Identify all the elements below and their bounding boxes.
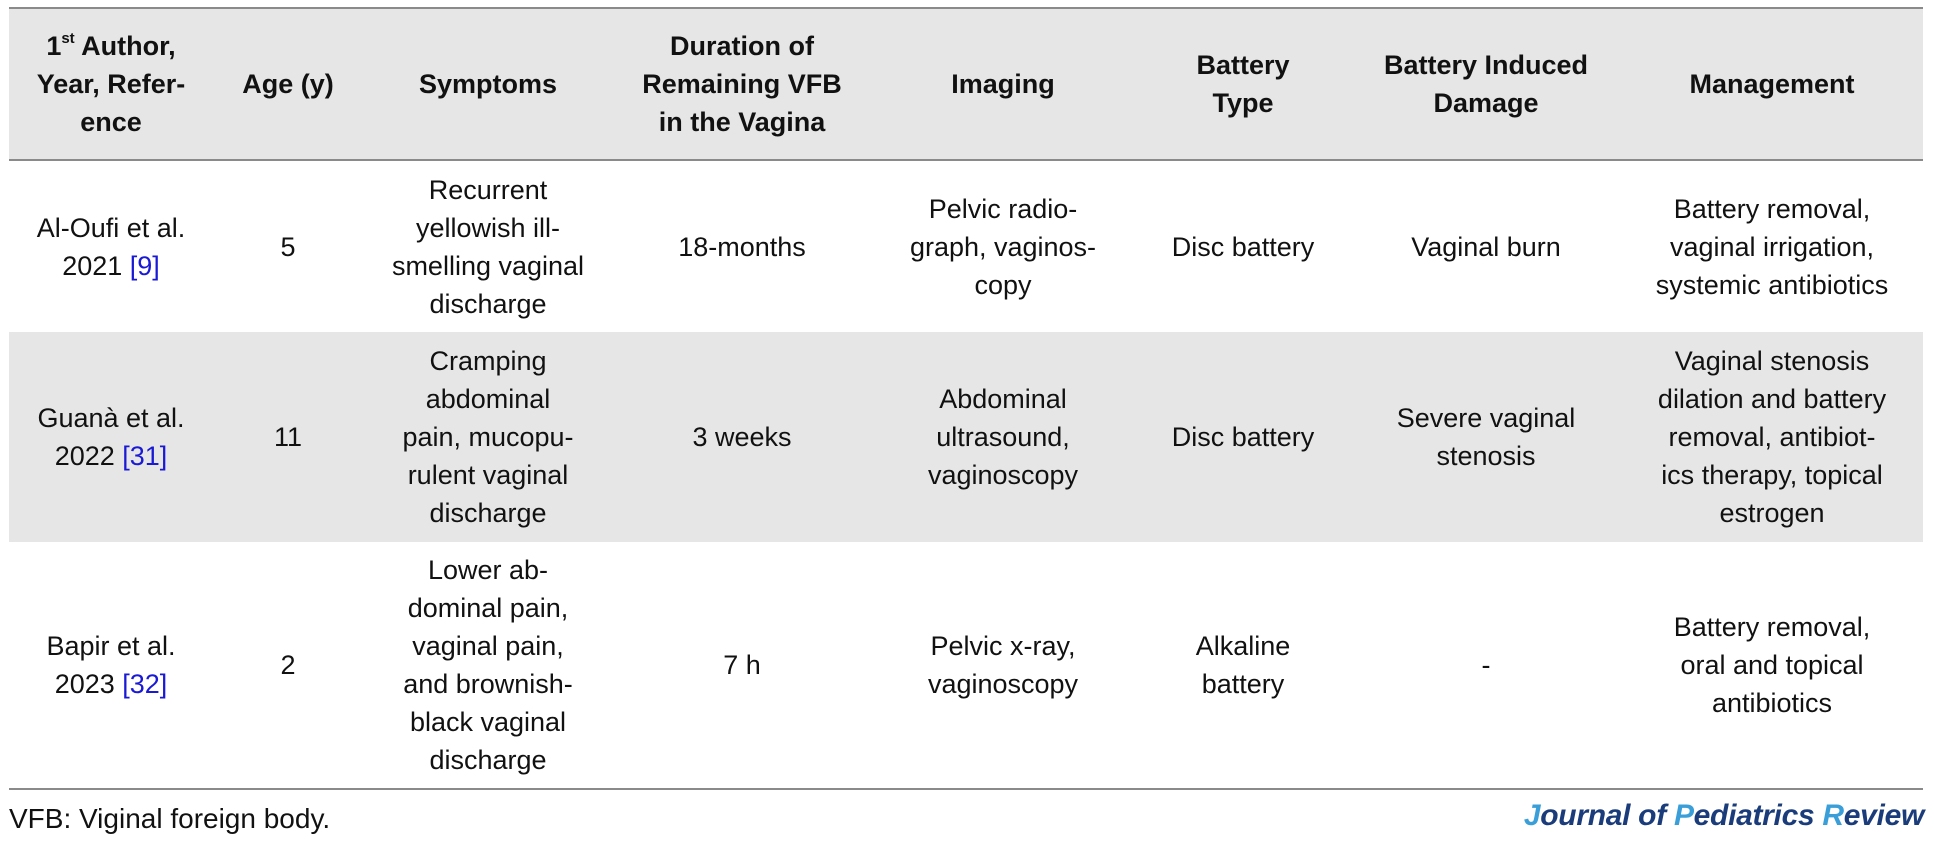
cell-duration: 18-months: [678, 231, 806, 262]
cell-symptoms: Recurrent yellowish ill- smelling vaginal discharge: [391, 174, 585, 319]
reference-link[interactable]: [32]: [122, 669, 168, 699]
cell-author: Bapir et al. 2023 [32]: [46, 631, 176, 699]
cell-duration: 3 weeks: [692, 422, 792, 452]
cell-battery-type: Disc battery: [1171, 231, 1315, 262]
cell-management: Vaginal stenosis dilation and battery removal, antibiot- ics therapy, topical estrogen: [1657, 346, 1887, 528]
table-footnote: VFB: Viginal foreign body.: [9, 803, 331, 834]
cell-symptoms: Cramping abdominal pain, mucopu- rulent vaginal discharge: [402, 346, 574, 528]
header-battery-damage: Battery Induced Damage: [1383, 50, 1589, 118]
cell-duration: 7 h: [723, 650, 761, 680]
header-symptoms: Symptoms: [418, 69, 558, 99]
cell-symptoms: Lower ab- dominal pain, vaginal pain, and brownish- black vaginal discharge: [403, 555, 573, 775]
table-row: [9, 160, 1923, 332]
table-row: [9, 542, 1923, 789]
cell-battery-damage: -: [1481, 650, 1491, 680]
header-duration: Duration of Remaining VFB in the Vagina: [642, 31, 842, 137]
cell-imaging: Pelvic x-ray, vaginoscopy: [927, 631, 1079, 699]
cell-management: Battery removal, vaginal irrigation, systemic antibiotics: [1655, 193, 1889, 300]
cell-author: Al-Oufi et al. 2021 [9]: [36, 212, 186, 281]
table-header-row: [9, 8, 1923, 160]
journal-logo: Journal of Pediatrics Review: [1523, 799, 1924, 832]
cell-battery-damage: Vaginal burn: [1411, 231, 1561, 262]
cell-age: 5: [280, 231, 296, 262]
cell-battery-type: Alkaline battery: [1195, 631, 1291, 699]
header-management: Management: [1689, 69, 1855, 99]
cell-battery-type: Disc battery: [1171, 422, 1315, 452]
cell-author: Guanà et al. 2022 [31]: [37, 403, 185, 471]
table-row: [9, 332, 1923, 542]
cell-battery-damage: Severe vaginal stenosis: [1396, 403, 1576, 471]
cell-management: Battery removal, oral and topical antibiotics: [1673, 612, 1871, 718]
cell-age: 11: [273, 422, 303, 452]
data-table-wrapper: [9, 7, 1923, 790]
cell-imaging: Pelvic radio- graph, vaginos- copy: [909, 193, 1097, 300]
reference-link[interactable]: [31]: [122, 441, 168, 471]
header-age: Age (y): [242, 69, 334, 99]
cell-age: 2: [280, 650, 296, 680]
battery-vfb-table: [9, 7, 1923, 790]
reference-link[interactable]: [9]: [129, 250, 160, 281]
header-author: 1st Author, Year, Refer- ence: [36, 30, 186, 137]
header-battery-type: Battery Type: [1196, 50, 1290, 118]
header-imaging: Imaging: [951, 69, 1055, 99]
cell-imaging: Abdominal ultrasound, vaginoscopy: [927, 384, 1079, 490]
